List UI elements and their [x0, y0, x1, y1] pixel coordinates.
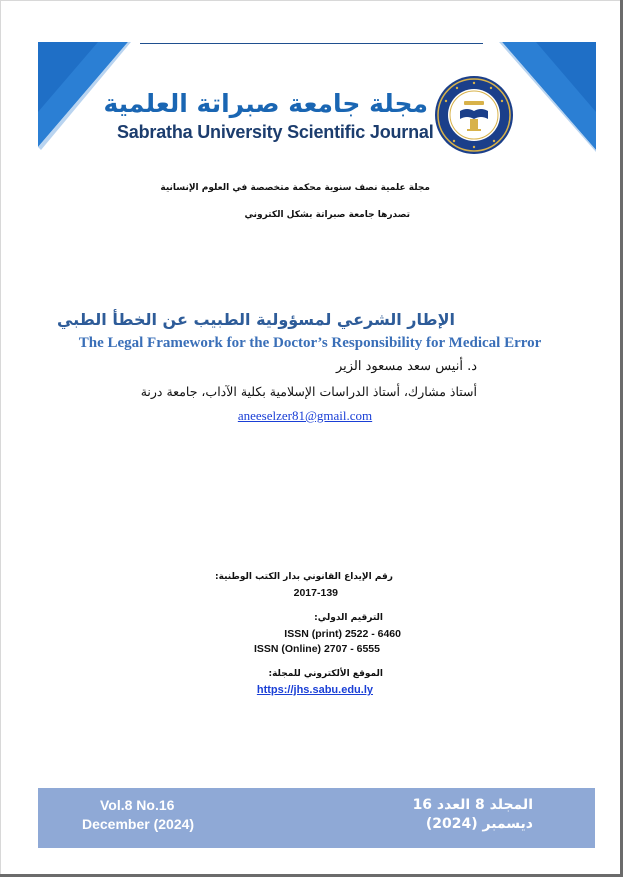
author-affiliation: أستاذ مشارك، أستاذ الدراسات الإسلامية بكلية الآداب، جامعة درنة	[140, 384, 477, 399]
author-name: د. أنيس سعد مسعود الزير	[335, 359, 477, 374]
footer-volume-english: Vol.8 No.16	[100, 797, 175, 813]
footer-band	[38, 788, 595, 848]
header-rule	[140, 43, 483, 44]
website-link[interactable]: https://jhs.sabu.edu.ly	[256, 684, 373, 696]
article-title-arabic: الإطار الشرعي لمسؤولية الطبيب عن الخطأ الطبي	[56, 310, 455, 329]
issn-online: ISSN (Online) 2707 - 6555	[253, 643, 380, 655]
article-title-english: The Legal Framework for the Doctor’s Responsibility for Medical Error	[78, 335, 542, 351]
journal-name-english: Sabratha University Scientific Journal	[117, 122, 434, 142]
journal-subtitle-line2: تصدرها جامعة صبراتة بشكل الكتروني	[244, 210, 410, 220]
footer-date-english: December (2024)	[82, 816, 195, 832]
author-email-link[interactable]: aneeselzer81@gmail.com	[237, 408, 373, 423]
footer-volume-arabic: المجلد 8 العدد 16	[412, 797, 533, 813]
issn-label: الترقيم الدولي:	[314, 613, 383, 623]
journal-name-arabic: مجلة جامعة صبراتة العلمية	[103, 89, 428, 118]
journal-subtitle-line1: مجلة علمية نصف سنوية محكمة متخصصة في العلوم الإنسانية	[160, 183, 430, 193]
deposit-label: رقم الإيداع القانوني بدار الكتب الوطنية:	[215, 572, 393, 582]
website-label: الموقع الألكتروني للمجلة:	[268, 669, 383, 679]
university-seal-icon	[434, 75, 514, 155]
issn-print: ISSN (print) 2522 - 6460	[284, 628, 401, 640]
footer-date-arabic: ديسمبر (2024)	[425, 816, 533, 832]
deposit-number: 2017-139	[293, 587, 338, 599]
